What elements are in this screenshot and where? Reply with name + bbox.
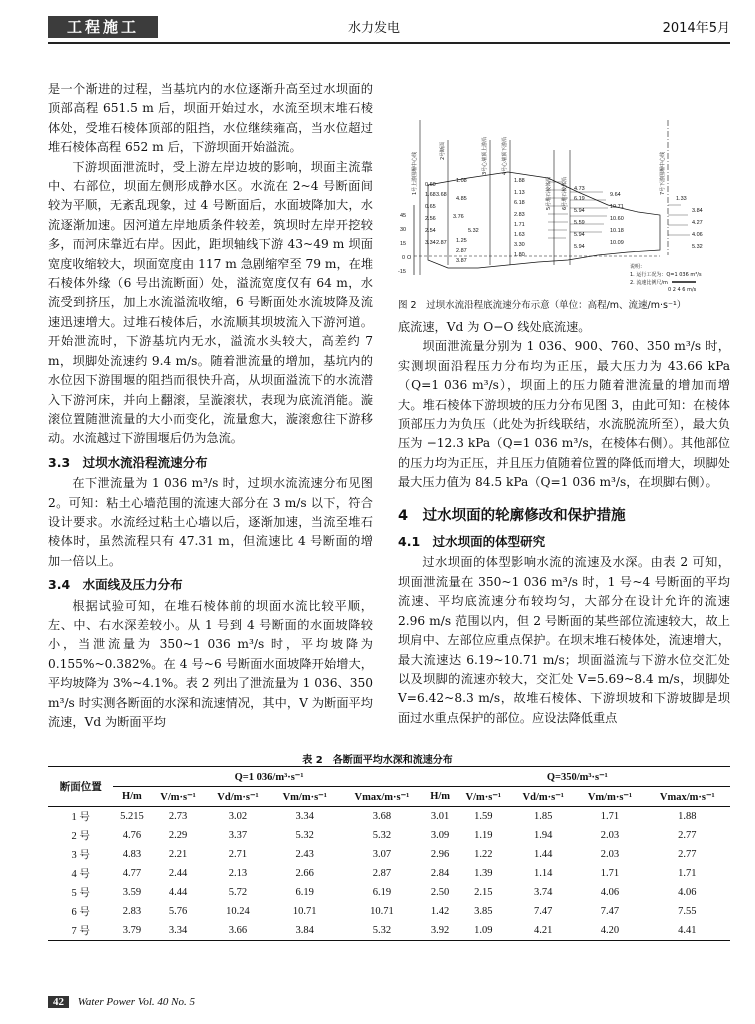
journal-name: 水力发电	[348, 21, 401, 36]
section-label: 3号心墙顶上游沿	[482, 136, 488, 175]
table-cell: 1.19	[474, 830, 493, 841]
table-cell: 7.55	[678, 906, 697, 917]
table-cell: 5.76	[168, 906, 188, 917]
table-cell: 4.41	[678, 925, 697, 936]
header-rule	[48, 42, 730, 44]
velocity-value: 9.64	[610, 192, 621, 198]
velocity-value: 4.06	[692, 232, 703, 238]
velocity-value: 1.13	[514, 190, 525, 196]
table-cell: 3.09	[430, 830, 450, 841]
column-header: Vmax/m·s⁻¹	[659, 791, 715, 803]
paragraph: 根据试验可知，在堆石棱体前的坝面水流比较平顺，左、中、右水深差较小。从 1 号到 4 号断面的水面坡降较小，当泄流量为 350~1 036 m³/s 时，平均坡降为 0.155%~0.382%。在 4 号~6 号断面水面坡降开始增大，平均坡降为 3%~4.1%。表 2 列出了泄流量为 1 036、350 m³/s 时实测各断面的水深和流速情况，其中，V 为断面平均流速，Vd 为断面平均	[48, 598, 373, 729]
row-label: 4 号	[71, 869, 90, 880]
paragraph: 坝面泄流量分别为 1 036、900、760、350 m³/s 时，实测坝面沿程压力分布均为正压，最大压力为 43.66 kPa（Q=1 036 m³/s），坝面上的压力随着泄流量的增加而增大。堆石棱体下游坝坡的压力分布见图 3，由此可知：在棱体顶部压力为负压（此处为折线联结，水流脱流所至），最大负压为 −12.3 kPa（Q=1 036 m³/s，在棱体右侧）。其他部位的压力均为正压，并且压力值随着位置的降低而增大，坝脚处最大压力值为 84.5 kPa（Q=1 036 m³/s，在坝脚右侧）。	[398, 339, 730, 490]
column-header: Vm/m·s⁻¹	[587, 791, 633, 803]
table-cell: 2.44	[168, 868, 188, 879]
section-heading-4-1: 4.1 过水坝面的体型研究	[398, 534, 546, 550]
data-table	[48, 766, 730, 941]
group-header: Q=350/m³·s⁻¹	[425, 767, 730, 787]
table-body	[48, 807, 730, 941]
left-column	[48, 80, 373, 732]
table-cell: 5.215	[120, 811, 144, 822]
velocity-value: 1.33	[676, 196, 687, 202]
table-cell: 4.21	[534, 925, 553, 936]
table-cell: 10.71	[292, 906, 317, 917]
column-header: Vm/m·s⁻¹	[282, 791, 327, 803]
velocity-value: 3.30	[514, 242, 525, 248]
table-cell: 3.85	[474, 906, 493, 917]
table-row	[48, 807, 730, 827]
table-cell: 2.73	[168, 811, 188, 822]
group-header: Q=1 036/m³·s⁻¹	[113, 767, 424, 787]
table-cell: 4.76	[122, 830, 142, 841]
table-cell: 1.14	[534, 868, 553, 879]
velocity-value: 5.32	[468, 228, 479, 234]
column-header: H/m	[121, 791, 142, 802]
velocity-value: 1.80	[514, 252, 525, 258]
table-cell: 2.13	[228, 868, 248, 879]
velocity-value: 1.63	[514, 232, 525, 238]
table-cell: 3.68	[372, 811, 392, 822]
column-header: V/m·s⁻¹	[465, 791, 502, 803]
legend-title: 说明：	[630, 264, 646, 270]
table-cell: 3.74	[534, 887, 553, 898]
table-cell: 2.84	[430, 868, 450, 879]
velocity-value: 4.73	[574, 186, 585, 192]
section-label: 7号下游围堰中心线	[660, 151, 666, 195]
table-cell: 2.83	[122, 906, 142, 917]
row-label: 2 号	[71, 831, 90, 842]
column-header: Vd/m·s⁻¹	[522, 791, 564, 803]
table-row	[48, 826, 730, 845]
velocity-value: 1.25	[456, 238, 467, 244]
table-cell: 1.71	[678, 868, 697, 879]
table-cell: 1.39	[474, 868, 493, 879]
row-label: 6 号	[71, 907, 90, 918]
table-cell: 2.29	[168, 830, 188, 841]
velocity-value: 10.71	[610, 204, 624, 210]
table-cell: 2.50	[430, 887, 450, 898]
paragraph: 底流速，Vd 为 O−O 线处底流速。	[398, 320, 591, 334]
column-header-section: 断面位置	[48, 767, 113, 807]
velocity-value: 5.94	[574, 208, 585, 214]
figure-caption: 图 2 过坝水流沿程底流速分布示意（单位：高程/m、流速/m·s⁻¹）	[398, 300, 687, 311]
table-cell: 2.96	[430, 849, 450, 860]
elev-label: -15	[398, 269, 406, 275]
table-cell: 2.03	[600, 830, 620, 841]
table-cell: 3.34	[168, 925, 188, 936]
velocity-value: 3.68	[436, 192, 447, 198]
table-cell: 2.21	[168, 849, 188, 860]
page-header	[48, 12, 730, 42]
table-cell: 3.79	[122, 925, 142, 936]
table-cell: 2.03	[600, 849, 620, 860]
table-row	[48, 845, 730, 864]
paragraph: 过水坝面的体型影响水流的流速及水深。由表 2 可知，坝面泄流量在 350~1 036 m³/s 时，1 号~4 号断面的平均流速、平均底流速分布较均匀，大部分在设计允许的流速 2.96 m/s 范围以内，但 2 号断面的某些部位流速较大，故上坝肩中、左部位应重点保护。在坝末堆石棱体处，流速增大，最大流速达 6.19~10.71 m/s；坝面溢流与下游水位交汇处以及坝脚的流速亦较大，交汇处 V=5.69~8.4 m/s，坝脚处 V=6.42~8.3 m/s，故堆石棱体、下游坝坡和下游坡脚是坝面过水重点保护的部位。应设法降低重点	[398, 555, 730, 725]
velocity-value: 5.59	[574, 220, 585, 226]
table-cell: 1.42	[430, 906, 450, 917]
table-cell: 2.77	[678, 830, 697, 841]
table-cell: 7.47	[534, 906, 553, 917]
table-cell: 2.66	[295, 868, 314, 879]
table-cell: 5.32	[372, 925, 392, 936]
velocity-value: 5.94	[574, 244, 585, 250]
velocity-value: 0.65	[425, 204, 436, 210]
elev-label: 45	[400, 213, 407, 219]
elev-label: 30	[400, 227, 407, 233]
table-cell: 4.20	[600, 925, 620, 936]
velocity-value: 2.83	[514, 212, 525, 218]
table-cell: 1.94	[534, 830, 553, 841]
table-cell: 3.34	[295, 811, 314, 822]
velocity-value: 2.87	[456, 248, 467, 254]
column-header: H/m	[430, 791, 451, 802]
velocity-value: 1.08	[456, 178, 467, 184]
table-cell: 2.71	[228, 849, 248, 860]
velocity-value: 4.27	[692, 220, 703, 226]
section-label: 2号断面	[440, 141, 446, 160]
table-cell: 4.77	[122, 868, 142, 879]
page-number: 42	[48, 996, 69, 1008]
table-cell: 4.83	[122, 849, 142, 860]
table-cell: 1.59	[474, 811, 493, 822]
section-heading-3-4: 3.4 水面线及压力分布	[48, 577, 183, 593]
section-heading-3-3: 3.3 过坝水流沿程流速分布	[48, 454, 208, 470]
table-row	[48, 921, 730, 941]
table-cell: 2.87	[372, 868, 392, 879]
table-cell: 1.88	[678, 811, 697, 822]
journal-citation: Water Power Vol. 40 No. 5	[77, 996, 195, 1008]
table-row	[48, 883, 730, 902]
velocity-value: 2.56	[425, 216, 436, 222]
elev-label: O	[407, 255, 412, 261]
velocity-value: 3.84	[692, 208, 703, 214]
paragraph: 下游坝面泄流时，受上游左岸边坡的影响，坝面主流靠中、右部位，坝面左侧形成静水区。水流在 2~4 号断面间较为平顺，无紊乱现象，过 4 号断面后，水面坡降加大，水流逐渐加速。因河道左岸地质条件较差，筑坝时左岸开挖较多，而河床靠近右岸。因此，距坝轴线下游 43~49 m 坝面宽度收缩较大，坝面宽度由 117 m 急剧缩窄至 79 m，在堆石棱体外缘（6 号出流断面）处，溢流宽度仅有 64 m，水流受到挤压，加上水流溢流收缩，6 号断面处水流坡降及流速迅速增大。过堆石棱体后，水流顺其坝坡流入下游河道。开始泄流时，下游基坑内无水，溢流水头较大，高差约 7 m，坝脚处流速约 9.4 m/s。随着泄流量的增加，基坑内的水位因下游围堰的阻挡而很快升高，从坝面溢流下的水流潜入下游河床，并向上翻滚，呈漩滚状，表现为底流消能。漩滚位置随泄流量的大小而变化，流量愈大，漩滚愈往下游移动。水流越过下游围堰后仍为急流。	[48, 159, 374, 446]
section-label: 5号堆石棱体沿	[546, 176, 552, 210]
table-cell: 5.32	[295, 830, 314, 841]
table-cell: 3.84	[295, 925, 314, 936]
table-cell: 3.37	[228, 830, 248, 841]
table-cell: 1.71	[600, 811, 620, 822]
section-badge: 工程施工	[48, 16, 158, 38]
figure-2	[398, 100, 730, 295]
table-cell: 3.01	[430, 811, 450, 822]
table-cell: 6.19	[372, 887, 392, 898]
table-cell: 4.06	[678, 887, 697, 898]
row-label: 1 号	[71, 812, 90, 823]
table-cell: 1.85	[534, 811, 553, 822]
velocity-value: 10.18	[610, 228, 624, 234]
table-cell: 1.44	[534, 849, 553, 860]
table-cell: 2.77	[678, 849, 697, 860]
table-cell: 2.15	[474, 887, 493, 898]
velocity-value: 2.87	[436, 240, 447, 246]
section-label: 1号上游围堰中心线	[412, 151, 418, 195]
right-column	[398, 318, 730, 728]
row-label: 3 号	[71, 850, 90, 861]
table-cell: 1.71	[600, 868, 620, 879]
table-cell: 7.47	[600, 906, 620, 917]
velocity-value: 0.60	[425, 182, 436, 188]
velocity-value: 4.85	[456, 196, 467, 202]
velocity-value: 5.32	[692, 244, 703, 250]
section-heading-4: 4 过水坝面的轮廓修改和保护措施	[398, 507, 626, 524]
velocity-value: 5.94	[574, 232, 585, 238]
velocity-value: 3.76	[453, 214, 464, 220]
legend-line: 2. 流速比例尺/m	[630, 280, 668, 286]
legend-line: 1. 运行工况为：Q=1 036 m³/s	[630, 272, 702, 278]
velocity-value: 1.88	[514, 178, 525, 184]
issue-date: 2014年5月	[662, 21, 730, 36]
scale-ticks: 0 2 4 6 m/s	[668, 287, 697, 293]
section-label: 4号心墙顶下游沿	[502, 136, 508, 175]
table-cell: 10.24	[226, 906, 250, 917]
table-title: 表 2 各断面平均水深和流速分布	[302, 755, 453, 766]
table-cell: 10.71	[370, 906, 394, 917]
paragraph: 是一个渐进的过程，当基坑内的水位逐渐升高至过水坝面的顶部高程 651.5 m 后，坝面开始过水，水流至坝末堆石棱体处，受堆石棱体顶部的阻挡，水位继续雍高，当水位超过堆石棱体高程 652 m 后，下游坝面开始溢流。	[48, 82, 373, 155]
column-header: V/m·s⁻¹	[160, 791, 196, 803]
elev-label: 15	[400, 241, 407, 247]
page-footer	[48, 996, 195, 1008]
column-header: Vmax/m·s⁻¹	[354, 791, 410, 803]
table-cell: 3.02	[228, 811, 248, 822]
velocity-value: 3.34	[425, 240, 436, 246]
table-cell: 3.59	[122, 887, 142, 898]
velocity-value: 6.19	[574, 196, 585, 202]
column-header: Vd/m·s⁻¹	[217, 791, 259, 803]
velocity-value: 6.18	[514, 200, 525, 206]
table-row	[48, 902, 730, 921]
velocity-value: 3.87	[456, 258, 467, 264]
table-cell: 6.19	[295, 887, 314, 898]
elev-label: 0	[402, 255, 406, 261]
table-cell: 5.72	[228, 887, 248, 898]
row-label: 7 号	[71, 926, 90, 937]
table-cell: 3.07	[372, 849, 392, 860]
table-cell: 3.92	[430, 925, 450, 936]
table-row	[48, 864, 730, 883]
velocity-value: 10.60	[610, 216, 624, 222]
table-cell: 5.32	[372, 830, 392, 841]
table-cell: 3.66	[228, 925, 248, 936]
table-cell: 1.09	[474, 925, 493, 936]
table-cell: 4.44	[168, 887, 188, 898]
velocity-value: 1.71	[514, 222, 525, 228]
velocity-value: 1.68	[425, 192, 436, 198]
velocity-value: 10.09	[610, 240, 624, 246]
table-cell: 2.43	[295, 849, 314, 860]
flow-velocity-diagram	[398, 100, 730, 295]
row-label: 5 号	[71, 888, 90, 899]
section-label: 6号堆石棱体沿	[562, 176, 568, 210]
velocity-value: 2.54	[425, 228, 436, 234]
paragraph: 在下泄流量为 1 036 m³/s 时，过坝水流流速分布见图 2。可知：粘土心墙范围的流速大部分在 3 m/s 以下，符合设计要求。水流经过粘土心墙以后，逐渐加速，当流至堆石棱体时，虽然流程只有 47.31 m，但流速比 4 号断面的增加一倍以上。	[48, 476, 373, 568]
table-cell: 4.06	[600, 887, 620, 898]
table-cell: 1.22	[474, 849, 493, 860]
